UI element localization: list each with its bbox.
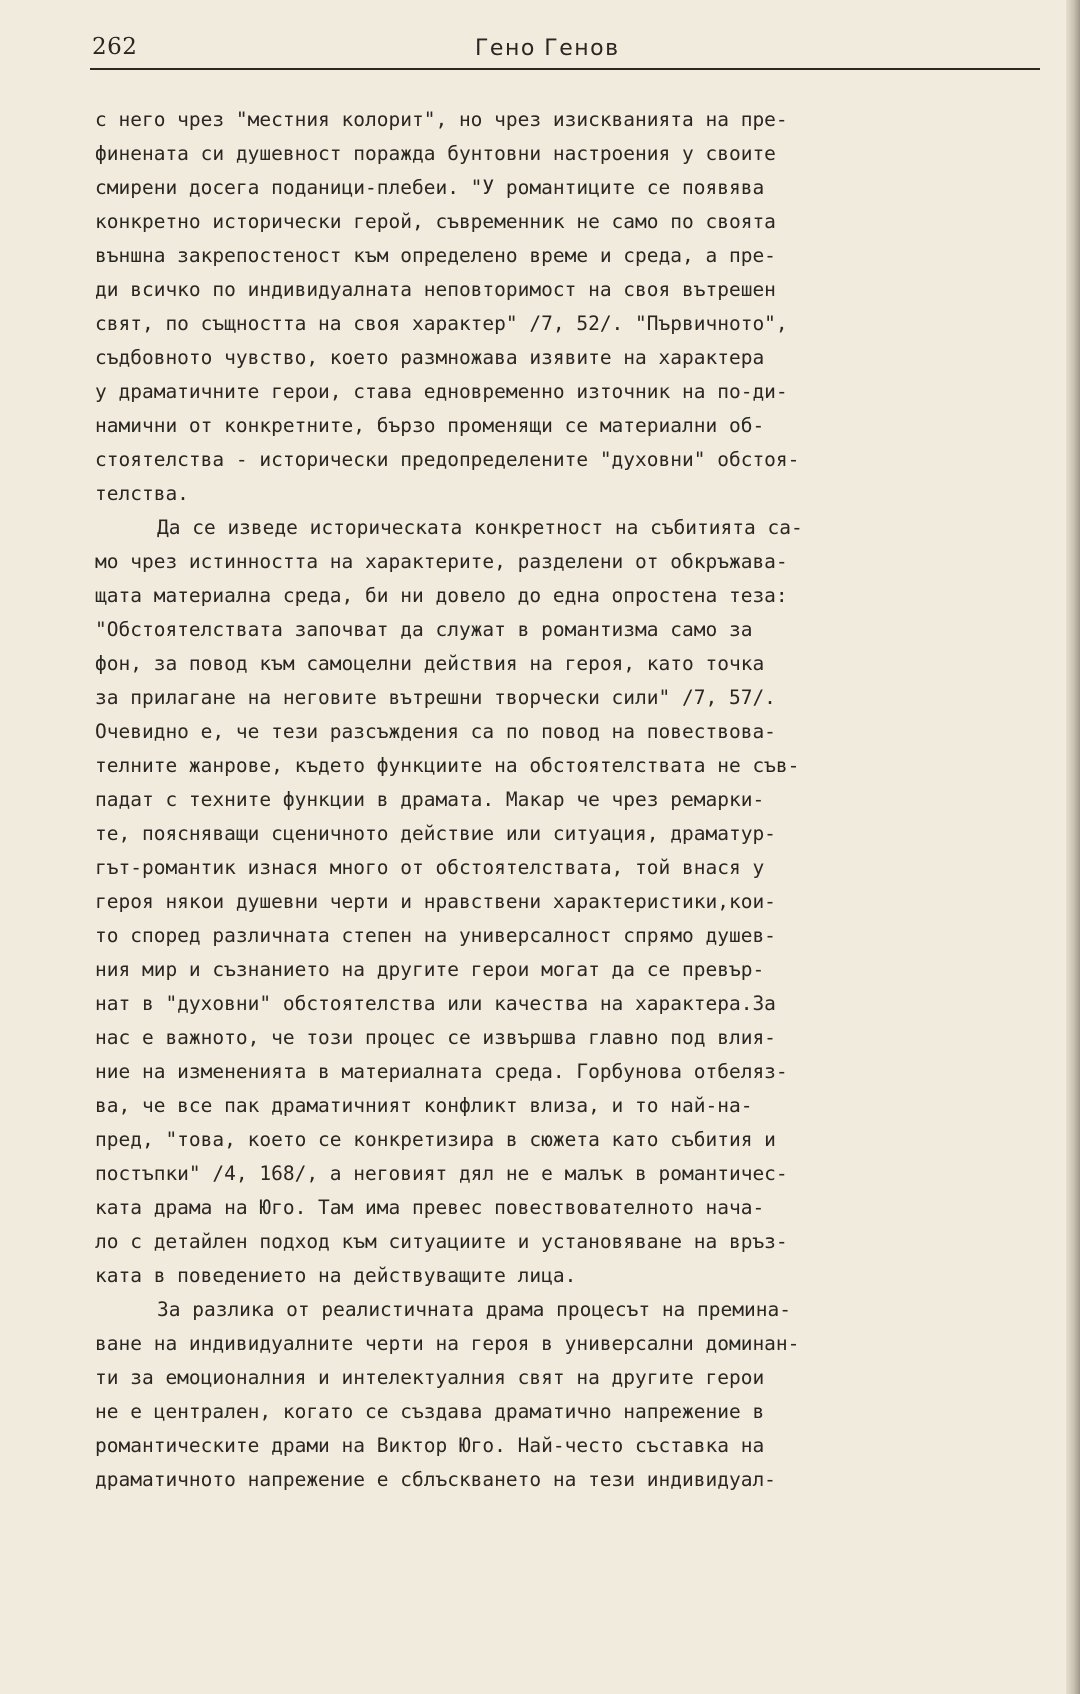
body-text xyxy=(95,103,1040,1497)
text-line: романтическите драми на Виктор Юго. Най-често съставка на xyxy=(95,1434,765,1457)
text-line: фон, за повод към самоцелни действия на героя, като точка xyxy=(95,652,765,675)
text-line: външна закрепостеност към определено време и среда, а пре- xyxy=(95,244,776,267)
text-line: пред, "това, което се конкретизира в сюжета като събития и xyxy=(95,1128,776,1151)
text-line: героя някои душевни черти и нравствени характеристики,кои- xyxy=(95,890,776,913)
text-line: гът-романтик изнася много от обстоятелствата, той внася у xyxy=(95,856,765,879)
text-line: "Обстоятелствата започват да служат в романтизма само за xyxy=(95,618,753,641)
text-line: не е централен, когато се създава драматично напрежение в xyxy=(95,1400,765,1423)
page-header xyxy=(90,34,1040,70)
running-head-author: Гено Генов xyxy=(475,36,620,61)
text-line: с него чрез "местния колорит", но чрез изискванията на пре- xyxy=(95,108,788,131)
text-line: у драматичните герои, става едновременно източник на по-ди- xyxy=(95,380,788,403)
page-edge-shadow xyxy=(1066,0,1080,1694)
text-line: ди всичко по индивидуалната неповторимост на своя вътрешен xyxy=(95,278,776,301)
text-line: ло с детайлен подход към ситуациите и установяване на връз- xyxy=(95,1230,788,1253)
text-line: нат в "духовни" обстоятелства или качества на характера.За xyxy=(95,992,776,1015)
text-line: то според различната степен на универсалност спрямо душев- xyxy=(95,924,776,947)
text-line: ката драма на Юго. Там има превес повествователното нача- xyxy=(95,1196,765,1219)
text-line: свят, по същността на своя характер" /7, 52/. "Първичното", xyxy=(95,312,788,335)
text-line: мо чрез истинността на характерите, разделени от обкръжава- xyxy=(95,550,788,573)
text-line: ти за емоционалния и интелектуалния свят на другите герои xyxy=(95,1366,765,1389)
text-line: телните жанрове, където функциите на обстоятелствата не съв- xyxy=(95,754,800,777)
text-line: нас е важното, че този процес се извършва главно под влия- xyxy=(95,1026,776,1049)
text-line: ката в поведението на действуващите лица. xyxy=(95,1264,577,1287)
text-line: смирени досега поданици-плебеи. "У романтиците се появява xyxy=(95,176,765,199)
text-line: финената си душевност поражда бунтовни настроения у своите xyxy=(95,142,776,165)
text-line: щата материална среда, би ни довело до една опростена теза: xyxy=(95,584,788,607)
text-line: те, поясняващи сценичното действие или ситуация, драматур- xyxy=(95,822,776,845)
text-line: телства. xyxy=(95,482,189,505)
text-line: ва, че все пак драматичният конфликт влиза, и то най-на- xyxy=(95,1094,753,1117)
text-line: Очевидно е, че тези разсъждения са по повод на повествова- xyxy=(95,720,776,743)
text-line: намични от конкретните, бързо променящи се материални об- xyxy=(95,414,765,437)
page-number: 262 xyxy=(92,34,138,60)
text-line: стоятелства - исторически предопределените "духовни" обстоя- xyxy=(95,448,800,471)
text-line: драматичното напрежение е сблъскването на тези индивидуал- xyxy=(95,1468,776,1491)
text-line: за прилагане на неговите вътрешни творчески сили" /7, 57/. xyxy=(95,686,776,709)
paragraph-start-line: За разлика от реалистичната драма процесът на премина- xyxy=(157,1298,791,1321)
text-line: ния мир и съзнанието на другите герои могат да се превър- xyxy=(95,958,765,981)
text-line: ние на измененията в материалната среда. Горбунова отбеляз- xyxy=(95,1060,788,1083)
paragraph-start-line: Да се изведе историческата конкретност на събитията са- xyxy=(157,516,803,539)
text-line: ване на индивидуалните черти на героя в универсални доминан- xyxy=(95,1332,800,1355)
text-line: конкретно исторически герой, съвременник не само по своята xyxy=(95,210,776,233)
text-line: постъпки" /4, 168/, а неговият дял не е малък в романтичес- xyxy=(95,1162,788,1185)
text-line: съдбовното чувство, което размножава изявите на характера xyxy=(95,346,765,369)
text-line: падат с техните функции в драмата. Макар че чрез ремарки- xyxy=(95,788,765,811)
